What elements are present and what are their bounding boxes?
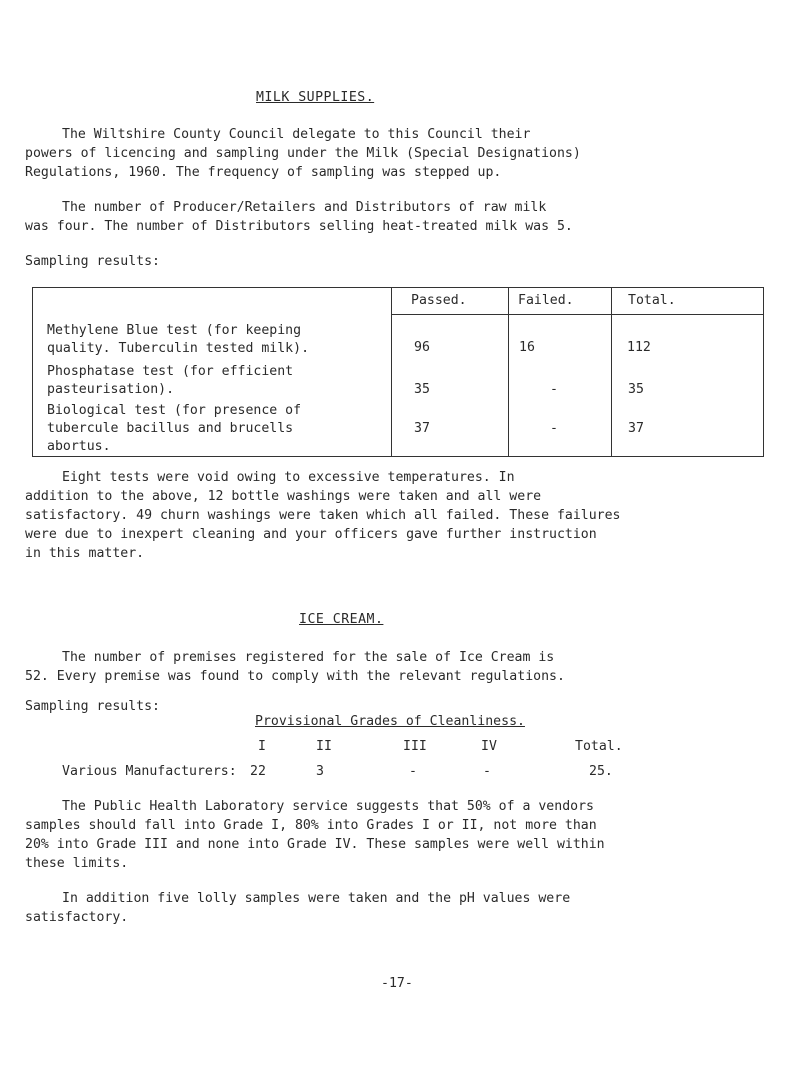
milk-para2-line1: The number of Producer/Retailers and Distributors of raw milk xyxy=(62,200,547,215)
ice-para2-line1: The Public Health Laboratory service suggests that 50% of a vendors xyxy=(62,799,594,814)
table-cell-failed: - xyxy=(550,421,558,436)
table-cell-total: 112 xyxy=(627,340,651,355)
milk-para3-line4: were due to inexpert cleaning and your officers gave further instruction xyxy=(25,527,597,542)
grade-header-iii: III xyxy=(403,739,427,754)
grade-header-ii: II xyxy=(316,739,332,754)
milk-para3-line3: satisfactory. 49 churn washings were taken which all failed. These failures xyxy=(25,508,621,523)
ice-para2-line2: samples should fall into Grade I, 80% into Grades I or II, not more than xyxy=(25,818,597,833)
table-row-label: Methylene Blue test (for keeping xyxy=(47,323,302,338)
grade-value-iv: - xyxy=(483,764,491,779)
milk-para3-line2: addition to the above, 12 bottle washings were taken and all were xyxy=(25,489,542,504)
table-header-total: Total. xyxy=(628,293,676,308)
table-cell-failed: 16 xyxy=(519,340,535,355)
table-cell-failed: - xyxy=(550,382,558,397)
table-cell-passed: 37 xyxy=(414,421,430,436)
grades-row-label: Various Manufacturers: xyxy=(62,764,237,779)
ice-cream-heading: ICE CREAM. xyxy=(299,612,384,627)
grade-value-total: 25. xyxy=(589,764,613,779)
grade-value-ii: 3 xyxy=(316,764,324,779)
table-row-label: tubercule bacillus and brucells xyxy=(47,421,294,436)
table-cell-total: 37 xyxy=(628,421,644,436)
table-row-label: quality. Tuberculin tested milk). xyxy=(47,341,310,356)
milk-para3-line1: Eight tests were void owing to excessive temperatures. In xyxy=(62,470,515,485)
table-row-label: Phosphatase test (for efficient xyxy=(47,364,294,379)
ice-para2-line3: 20% into Grade III and none into Grade IV. These samples were well within xyxy=(25,837,605,852)
grade-header-total: Total. xyxy=(575,739,623,754)
page-number: -17- xyxy=(381,976,413,991)
table-col-divider xyxy=(508,287,509,457)
grade-header-i: I xyxy=(258,739,266,754)
table-cell-passed: 35 xyxy=(414,382,430,397)
table-header-failed: Failed. xyxy=(518,293,574,308)
table-cell-passed: 96 xyxy=(414,340,430,355)
table-cell-total: 35 xyxy=(628,382,644,397)
grade-value-iii: - xyxy=(409,764,417,779)
grades-title: Provisional Grades of Cleanliness. xyxy=(255,714,525,729)
table-col-divider xyxy=(391,287,392,457)
ice-para1-line2: 52. Every premise was found to comply with the relevant regulations. xyxy=(25,669,565,684)
ice-para3-line1: In addition five lolly samples were taken and the pH values were xyxy=(62,891,571,906)
ice-para2-line4: these limits. xyxy=(25,856,129,871)
milk-para1-line3: Regulations, 1960. The frequency of sampling was stepped up. xyxy=(25,165,502,180)
table-header-divider xyxy=(391,314,764,315)
table-row-label: pasteurisation). xyxy=(47,382,175,397)
milk-supplies-heading: MILK SUPPLIES. xyxy=(256,90,375,105)
table-row-label: Biological test (for presence of xyxy=(47,403,302,418)
ice-sampling-label: Sampling results: xyxy=(25,699,160,714)
milk-para1-line2: powers of licencing and sampling under the Milk (Special Designations) xyxy=(25,146,581,161)
table-col-divider xyxy=(611,287,612,457)
milk-para3-line5: in this matter. xyxy=(25,546,145,561)
grade-header-iv: IV xyxy=(481,739,497,754)
grade-value-i: 22 xyxy=(250,764,266,779)
ice-para1-line1: The number of premises registered for the sale of Ice Cream is xyxy=(62,650,555,665)
milk-para1-line1: The Wiltshire County Council delegate to this Council their xyxy=(62,127,531,142)
ice-para3-line2: satisfactory. xyxy=(25,910,129,925)
milk-sampling-label: Sampling results: xyxy=(25,254,160,269)
table-header-passed: Passed. xyxy=(411,293,467,308)
table-row-label: abortus. xyxy=(47,439,111,454)
milk-para2-line2: was four. The number of Distributors selling heat-treated milk was 5. xyxy=(25,219,573,234)
